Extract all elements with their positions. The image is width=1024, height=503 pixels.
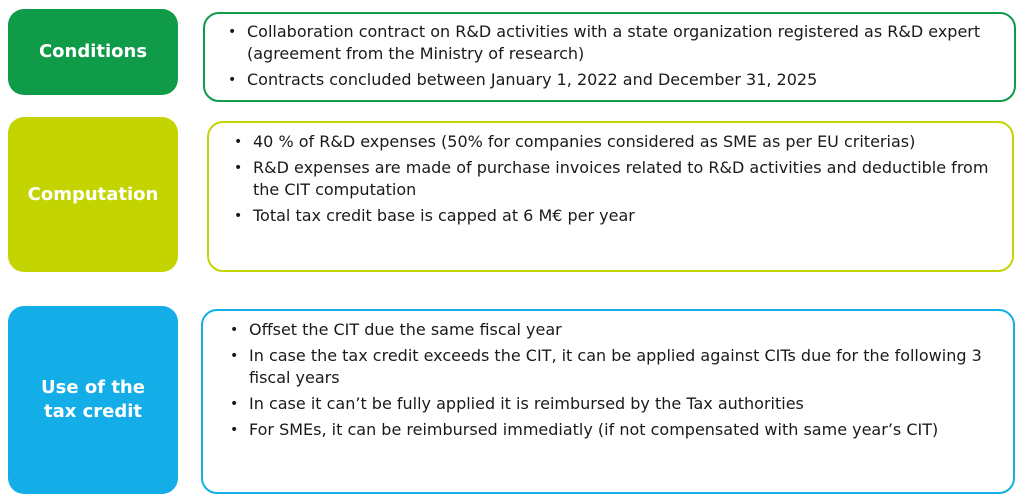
use-of-tax-credit-content-box — [201, 309, 1015, 494]
bullet-icon: • — [228, 24, 237, 40]
list-item-text: 40 % of R&D expenses (50% for companies considered as SME as per EU criterias) — [253, 132, 916, 151]
list-item — [219, 419, 1001, 441]
list-item-text: Contracts concluded between January 1, 2022 and December 31, 2025 — [247, 70, 818, 89]
bullet-icon: • — [234, 160, 243, 176]
conditions-list — [217, 21, 1002, 91]
conditions-label: Conditions — [38, 41, 148, 62]
list-item — [219, 393, 1001, 415]
use-of-tax-credit-label-line2: tax credit — [43, 401, 143, 422]
use-of-tax-credit-label-line1: Use of the — [41, 377, 145, 398]
list-item — [217, 69, 1002, 91]
bullet-icon: • — [230, 396, 239, 412]
list-item-text: In case the tax credit exceeds the CIT, it can be applied against CITs due for the following 3 fiscal years — [249, 346, 982, 387]
conditions-content-box — [203, 12, 1016, 102]
computation-content-box — [207, 121, 1014, 272]
list-item — [219, 319, 1001, 341]
list-item — [217, 21, 1002, 65]
list-item-text: Total tax credit base is capped at 6 M€ per year — [253, 206, 635, 225]
computation-label: Computation — [27, 183, 159, 205]
bullet-icon: • — [234, 134, 243, 150]
list-item-text: Collaboration contract on R&D activities with a state organization registered as R&D expert (agreement from the Ministry of research) — [247, 22, 981, 63]
list-item-text: Offset the CIT due the same fiscal year — [249, 320, 562, 339]
list-item — [223, 157, 1000, 201]
bullet-icon: • — [230, 322, 239, 338]
bullet-icon: • — [228, 72, 237, 88]
bullet-icon: • — [230, 422, 239, 438]
computation-list — [223, 131, 1000, 227]
list-item-text: R&D expenses are made of purchase invoices related to R&D activities and deductible from the CIT computation — [253, 158, 989, 199]
list-item — [219, 345, 1001, 389]
use-of-tax-credit-label — [41, 376, 145, 424]
bullet-icon: • — [234, 208, 243, 224]
conditions-label-box — [8, 9, 178, 95]
use-of-tax-credit-label-box — [8, 306, 178, 494]
use-of-tax-credit-list — [219, 319, 1001, 441]
list-item — [223, 205, 1000, 227]
bullet-icon: • — [230, 348, 239, 364]
list-item — [223, 131, 1000, 153]
list-item-text: In case it can’t be fully applied it is reimbursed by the Tax authorities — [249, 394, 804, 413]
computation-label-box — [8, 117, 178, 272]
list-item-text: For SMEs, it can be reimbursed immediatly (if not compensated with same year’s CIT) — [249, 420, 939, 439]
